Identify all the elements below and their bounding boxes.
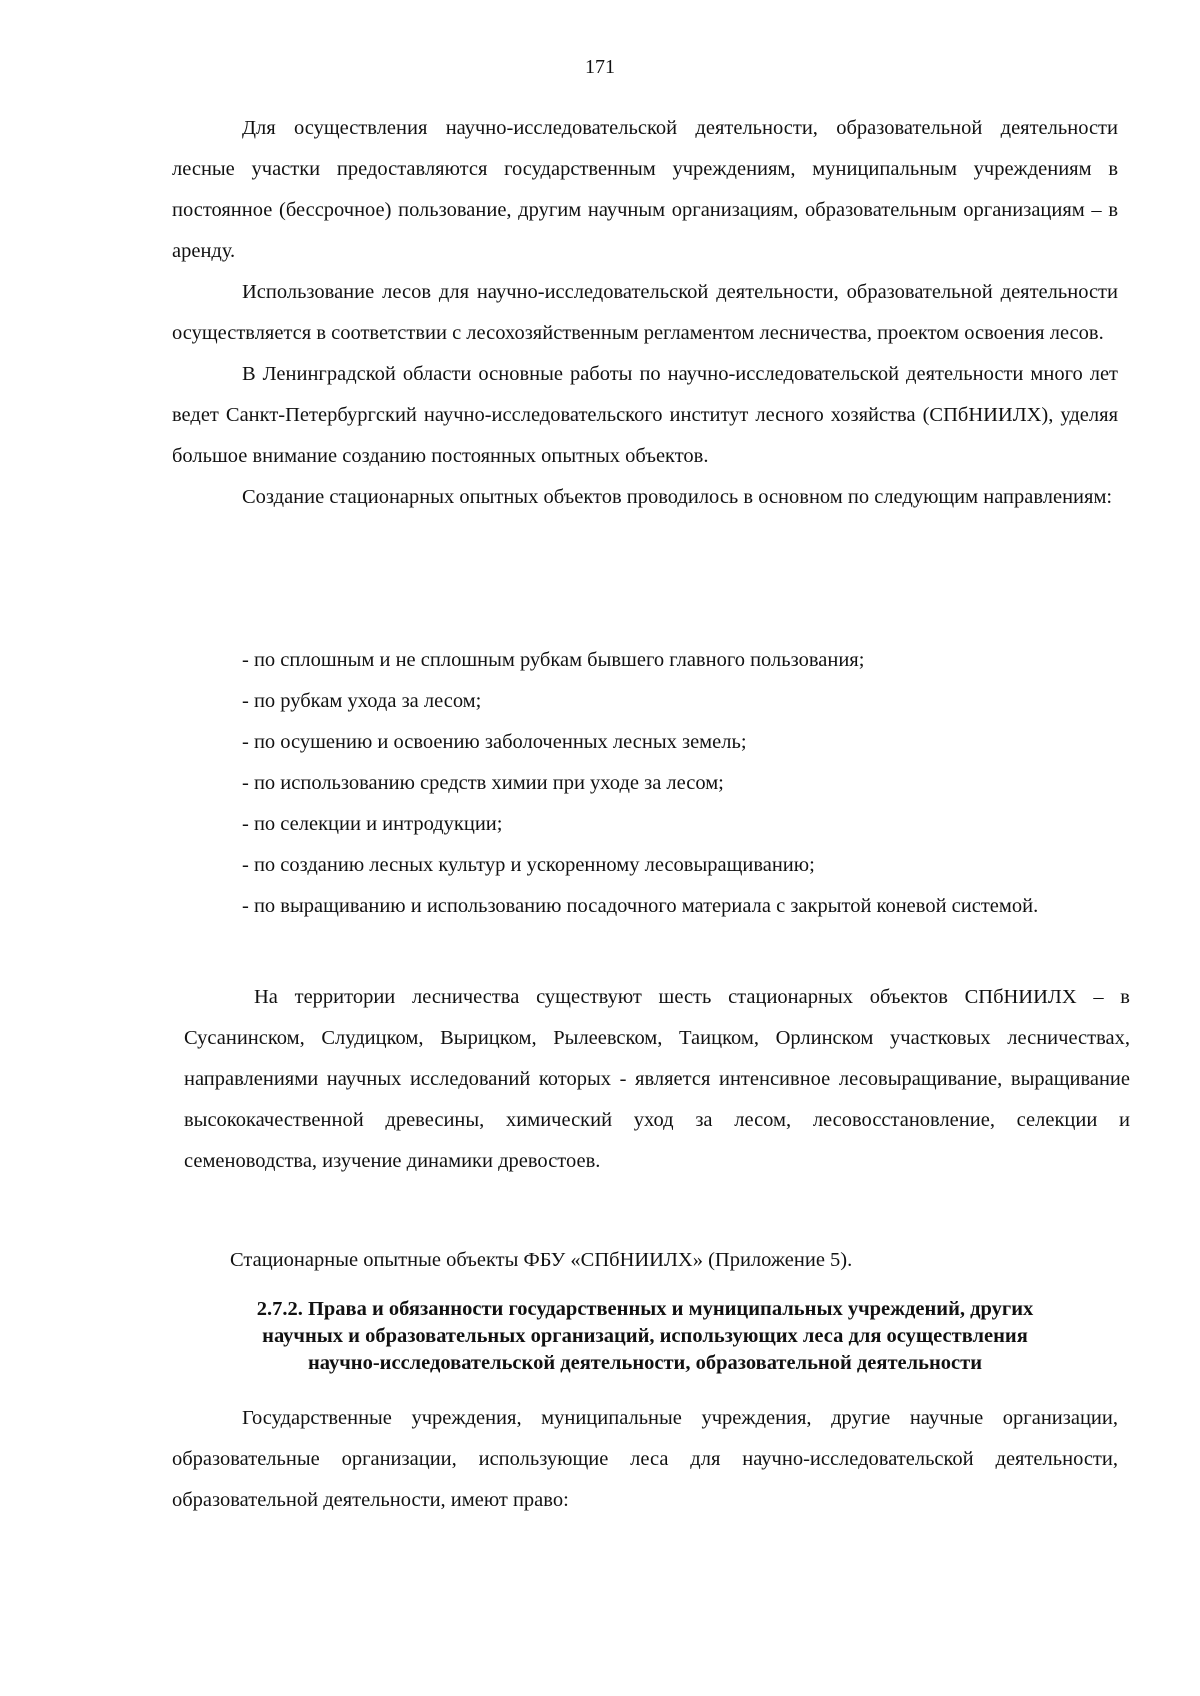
section-heading-line: научно-исследовательской деятельности, образовательной деятельности: [307, 1352, 983, 1374]
section-heading-line: научных и образовательных организаций, использующих леса для осуществления: [262, 1325, 1028, 1347]
list-item: - по использованию средств химии при уходе за лесом;: [242, 772, 724, 794]
section-heading-line: 2.7.2. Права и обязанности государственных и муниципальных учреждений, других: [256, 1298, 1034, 1320]
rights-block: [172, 1398, 1118, 1521]
list-item: - по селекции и интродукции;: [242, 813, 503, 835]
paragraph-rights: Государственные учреждения, муниципальные учреждения, другие научные организации, образовательные организации, использующие леса для научно-исследовательской деятельности, образовательной деятельности, имеют право:: [172, 1407, 1118, 1511]
section-heading: [172, 1296, 1118, 1377]
paragraph-territory: На территории лесничества существуют шесть стационарных объектов СПбНИИЛХ – в Сусанинском, Слудицком, Вырицком, Рылеевском, Таицком, Орлинском участковых лесничествах, направлениями научных исследований которых - является интенсивное лесовыращивание, выращивание высококачественной древесины, химический уход за лесом, лесовосстановление, селекции и семеноводства, изучение динамики древостоев.: [184, 986, 1130, 1172]
appendix-reference: Стационарные опытные объекты ФБУ «СПбНИИЛХ» (Приложение 5).: [230, 1249, 853, 1271]
page-number: 171: [585, 56, 615, 78]
list-item: - по рубкам ухода за лесом;: [242, 690, 482, 712]
intro-paragraphs: [172, 108, 1118, 518]
paragraph-provision: Для осуществления научно-исследовательской деятельности, образовательной деятельности лесные участки предоставляются государственным учреждениям, муниципальным учреждениям в постоянное (бессрочное) пользование, другим научным организациям, образовательным организациям – в аренду.: [172, 117, 1118, 262]
territory-block: [184, 977, 1130, 1182]
list-item: - по выращиванию и использованию посадочного материала с закрытой коневой системой.: [242, 895, 1039, 917]
paragraph-usage: Использование лесов для научно-исследовательской деятельности, образовательной деятельности осуществляется в соответствии с лесохозяйственным регламентом лесничества, проектом освоения лесов.: [172, 281, 1118, 344]
list-item: - по осушению и освоению заболоченных лесных земель;: [242, 731, 747, 753]
list-item: - по сплошным и не сплошным рубкам бывшего главного пользования;: [242, 649, 865, 671]
paragraph-leningrad: В Ленинградской области основные работы по научно-исследовательской деятельности много лет ведет Санкт-Петербургский научно-исследовательского институт лесного хозяйства (СПбНИИЛХ), уделяя большое внимание созданию постоянных опытных объектов.: [172, 363, 1118, 467]
list-item: - по созданию лесных культур и ускоренному лесовыращиванию;: [242, 854, 815, 876]
directions-list: [172, 640, 1118, 927]
paragraph-directions: Создание стационарных опытных объектов проводилось в основном по следующим направлениям:: [242, 486, 1113, 508]
